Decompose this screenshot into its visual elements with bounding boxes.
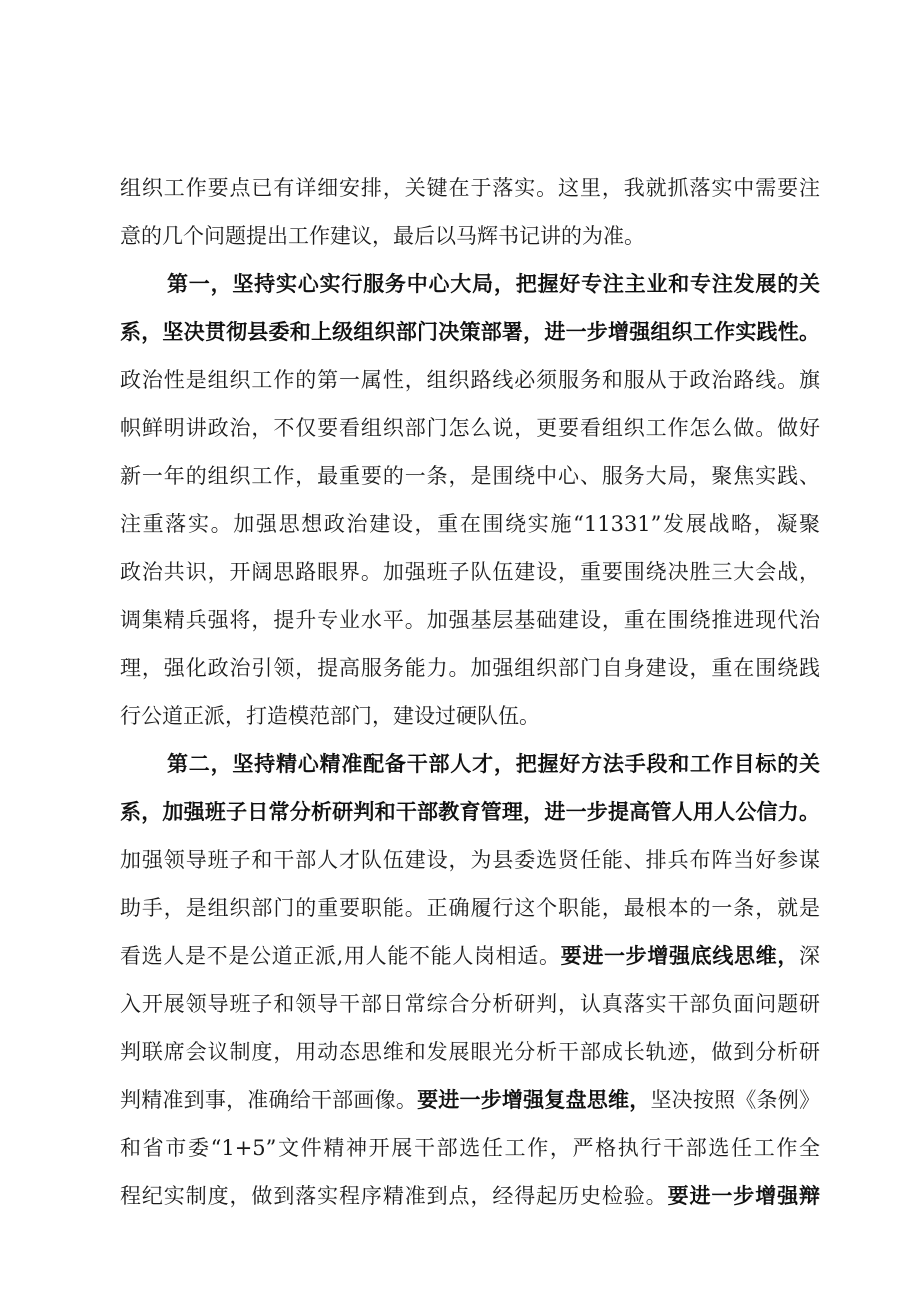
- paragraph-3-line-8: [120, 1082, 820, 1118]
- paragraph-2-line-6: 注重落实。加强思想政治建设，重在围绕实施“11331”发展战略，凝聚: [120, 512, 820, 536]
- paragraph-2-heading-line-2: 系，坚决贯彻县委和上级组织部门决策部署，进一步增强组织工作实践性。: [120, 320, 820, 344]
- paragraph-3-line-9: 和省市委“1+5”文件精神开展干部选任工作，严格执行干部选任工作全: [120, 1136, 820, 1160]
- paragraph-1-line-1: 组织工作要点已有详细安排，关键在于落实。这里，我就抓落实中需要注: [120, 176, 820, 200]
- paragraph-2-line-4: 帜鲜明讲政治，不仅要看组织部门怎么说，更要看组织工作怎么做。做好: [120, 416, 820, 440]
- paragraph-3-heading-line-1: 第二，坚持精心精准配备干部人才，把握好方法手段和工作目标的关: [167, 752, 820, 776]
- paragraph-3-line-7: 判联席会议制度，用动态思维和发展眼光分析干部成长轨迹，做到分析研: [120, 1040, 820, 1064]
- paragraph-3-heading-line-2: 系，加强班子日常分析研判和干部教育管理，进一步提高管人用人公信力。: [120, 800, 820, 824]
- paragraph-3-line-10-text: 程纪实制度，做到落实程序精准到点，经得起历史检验。: [120, 1184, 668, 1208]
- paragraph-2-line-8: 调集精兵强将，提升专业水平。加强基层基础建设，重在围绕推进现代治: [120, 608, 820, 632]
- paragraph-2-heading-line-1: 第一，坚持实心实行服务中心大局，把握好专注主业和专注发展的关: [167, 272, 820, 296]
- paragraph-2-line-9: 理，强化政治引领，提高服务能力。加强组织部门自身建设，重在围绕践: [120, 656, 820, 680]
- paragraph-3-line-6: 入开展领导班子和领导干部日常综合分析研判，认真落实干部负面问题研: [120, 992, 820, 1016]
- paragraph-3-emphasis-dialectical-thinking: 要进一步增强辩: [667, 1184, 820, 1208]
- paragraph-2-line-3: 政治性是组织工作的第一属性，组织路线必须服务和服从于政治路线。旗: [120, 368, 820, 392]
- paragraph-2-line-7: 政治共识，开阔思路眼界。加强班子队伍建设，重要围绕决胜三大会战，: [120, 560, 820, 584]
- paragraph-3-emphasis-bottom-line-thinking: 要进一步增强底线思维，: [560, 944, 799, 968]
- paragraph-3-line-8-tail: 坚决按照《条例》: [650, 1088, 820, 1112]
- paragraph-3-line-3: 加强领导班子和干部人才队伍建设，为县委选贤任能、排兵布阵当好参谋: [120, 848, 820, 872]
- paragraph-3-line-4: 助手，是组织部门的重要职能。正确履行这个职能，最根本的一条，就是: [120, 896, 820, 920]
- paragraph-2-line-10: 行公道正派，打造模范部门，建设过硬队伍。: [120, 704, 540, 728]
- paragraph-3-emphasis-review-thinking: 要进一步增强复盘思维，: [417, 1088, 651, 1112]
- paragraph-1-line-2: 意的几个问题提出工作建议，最后以马辉书记讲的为准。: [120, 224, 645, 248]
- paragraph-3-line-5-text: 看选人是不是公道正派,用人能不能人岗相适。: [120, 944, 561, 968]
- paragraph-3-line-8-text: 判精准到事，准确给干部画像。: [120, 1088, 418, 1112]
- paragraph-3-line-5-tail: 深: [799, 944, 820, 968]
- paragraph-3-line-5: [120, 938, 820, 974]
- paragraph-3-line-10: [120, 1178, 820, 1214]
- paragraph-2-line-5: 新一年的组织工作，最重要的一条，是围绕中心、服务大局，聚焦实践、: [120, 464, 820, 488]
